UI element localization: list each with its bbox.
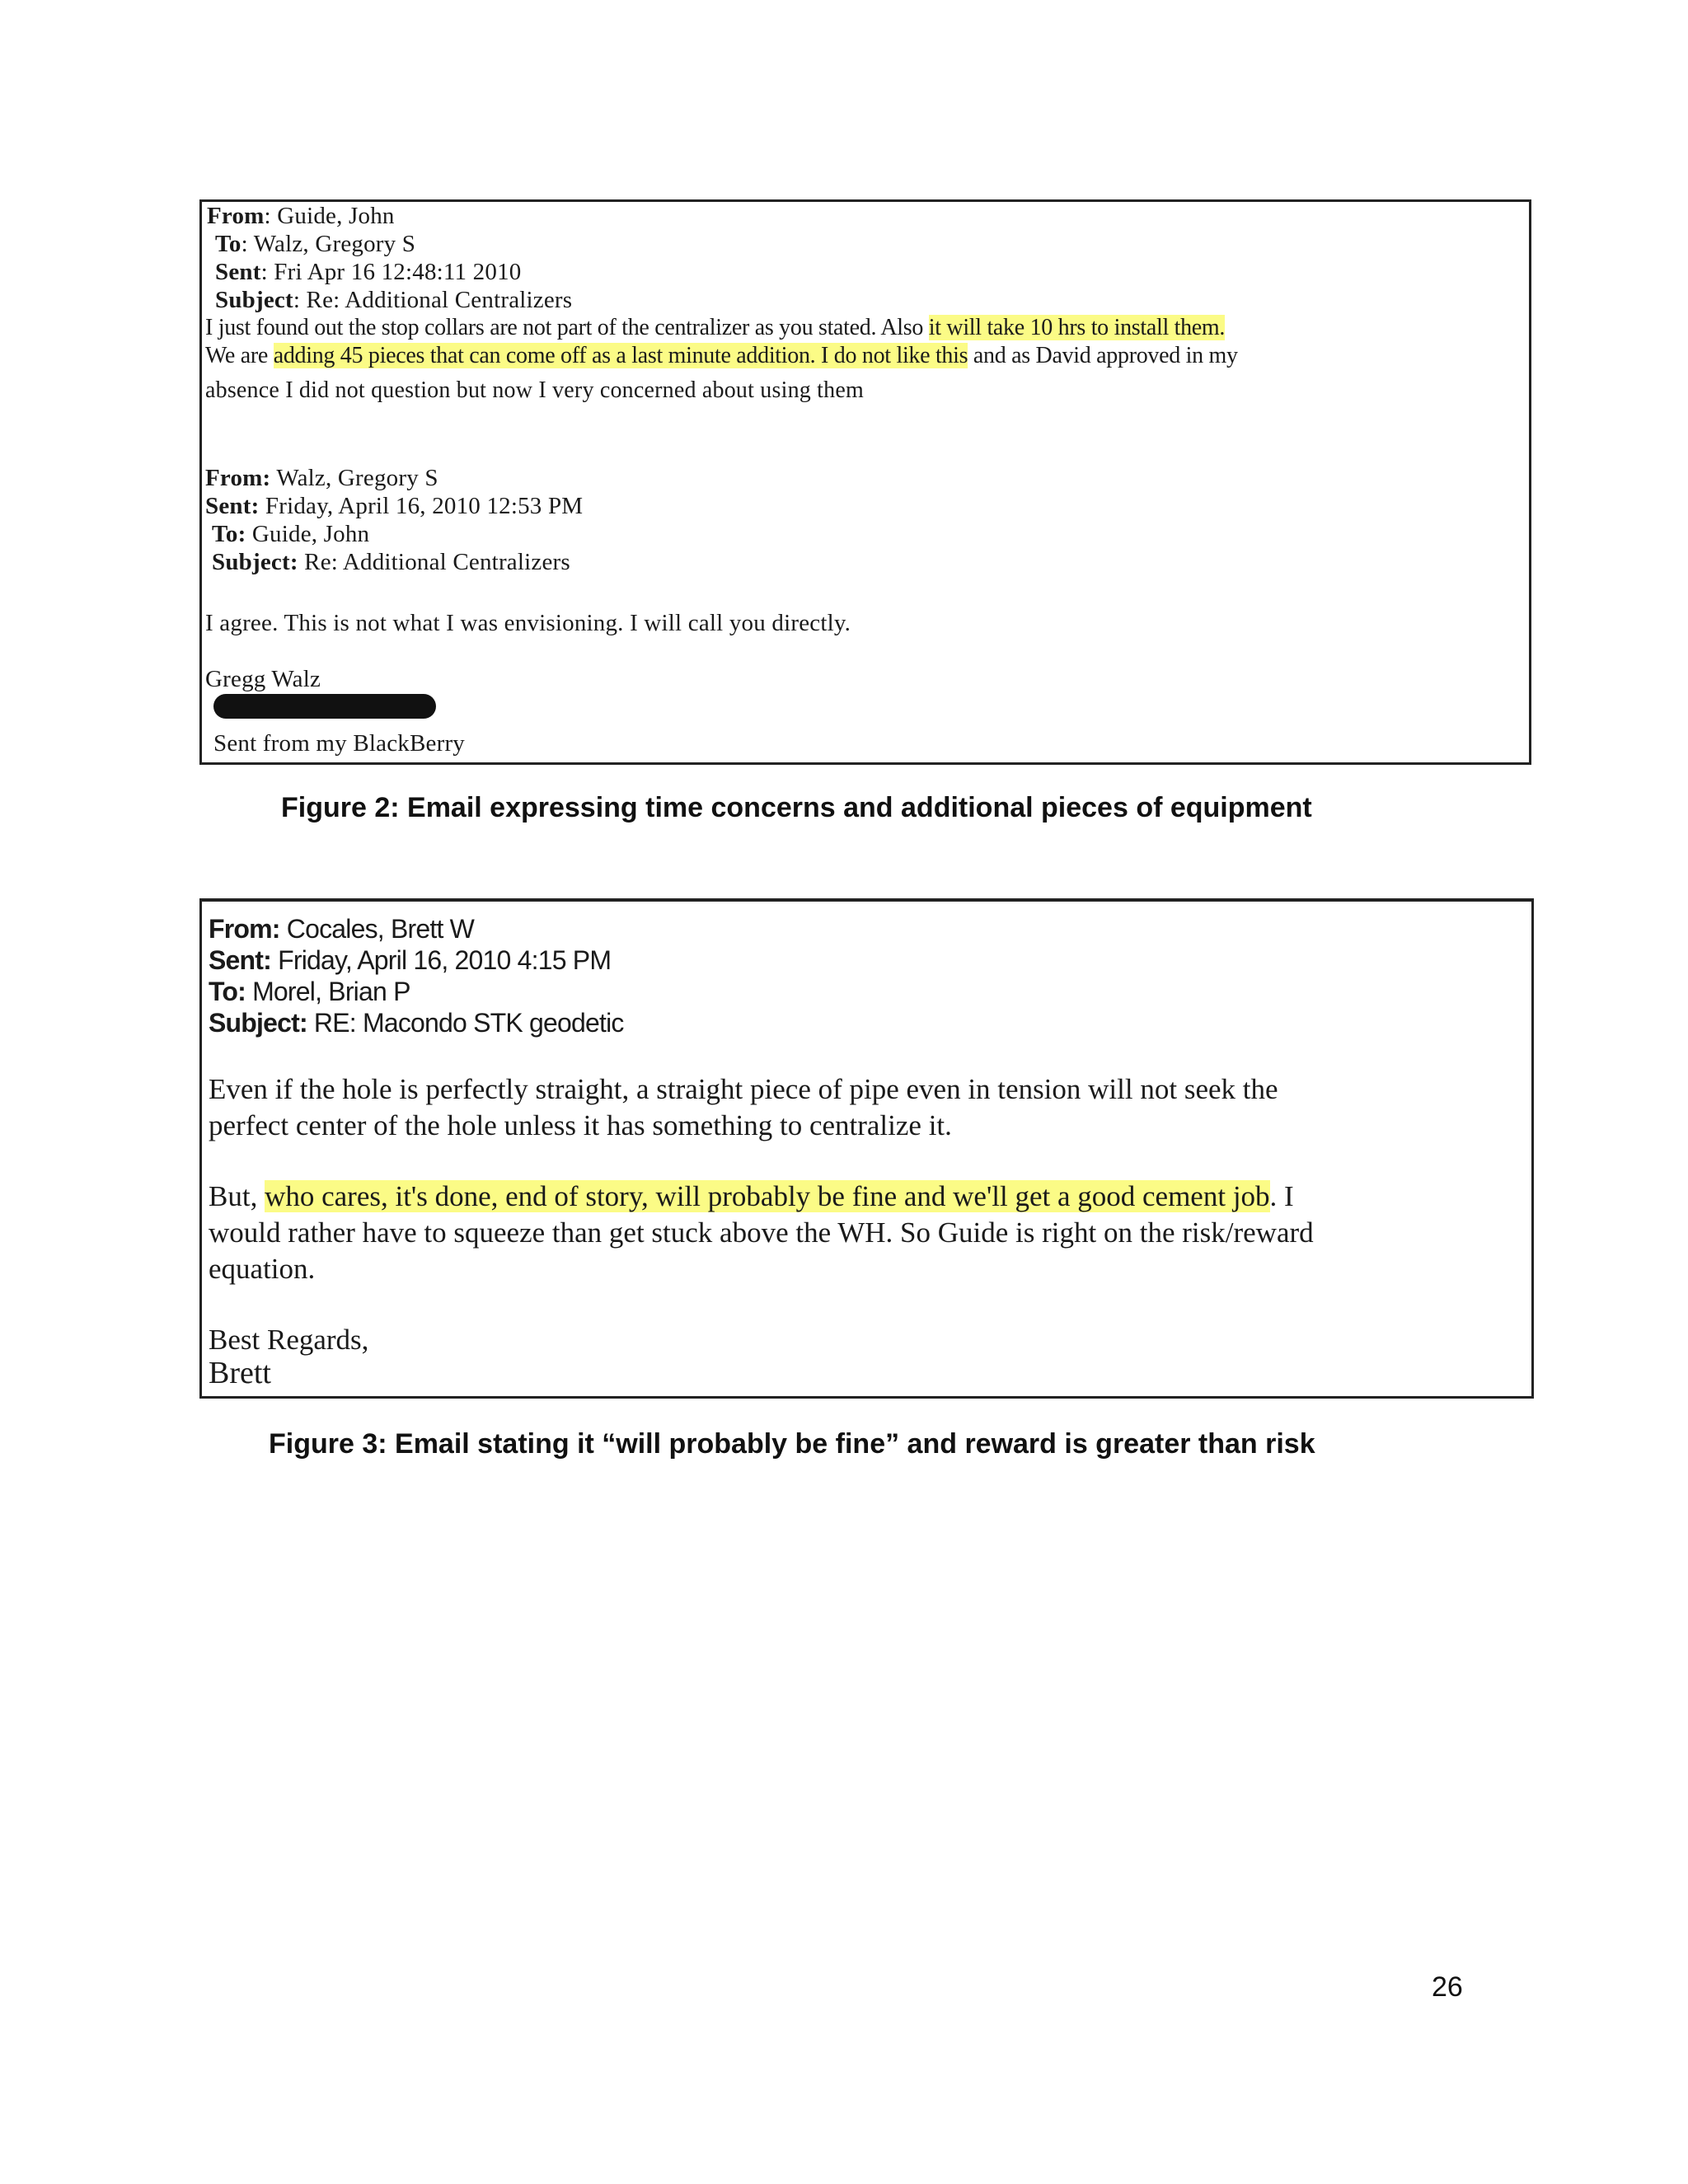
email-closing: Best Regards, bbox=[209, 1324, 369, 1356]
email1-to-row bbox=[215, 230, 415, 258]
to-value: Guide, John bbox=[246, 521, 370, 547]
email1-subject-row bbox=[215, 286, 572, 314]
email-subject-row bbox=[209, 1007, 624, 1038]
email2-from-row bbox=[205, 464, 438, 492]
email2-signature-footer: Sent from my BlackBerry bbox=[213, 730, 466, 757]
highlighted-text: adding 45 pieces that can come off as a last minute addition. I do not like this bbox=[273, 343, 968, 368]
sent-label: Sent bbox=[215, 259, 261, 285]
email-body-para2-line3: equation. bbox=[209, 1253, 316, 1285]
email-body-para1-line2: perfect center of the hole unless it has something to centralize it. bbox=[209, 1109, 952, 1141]
email-signature: Brett bbox=[209, 1356, 271, 1390]
email-body-para1-line1: Even if the hole is perfectly straight, a straight piece of pipe even in tension will not seek the bbox=[209, 1073, 1278, 1105]
subject-value: RE: Macondo STK geodetic bbox=[307, 1008, 624, 1038]
email1-body-line-2: We are adding 45 pieces that can come off as a last minute addition. I do not like this and as David approved in my bbox=[205, 343, 1238, 368]
email-body-para2-line2: would rather have to squeeze than get stuck above the WH. So Guide is right on the risk/reward bbox=[209, 1216, 1314, 1249]
email2-to-row bbox=[212, 520, 369, 548]
figure-3-email-image bbox=[199, 898, 1534, 1399]
highlighted-text: who cares, it's done, end of story, will probably be fine and we'll get a good cement job bbox=[265, 1180, 1270, 1212]
subject-label: Subject: bbox=[212, 549, 298, 575]
from-label: From bbox=[207, 203, 265, 229]
email2-sent-row bbox=[205, 492, 583, 520]
figure-3-caption: Figure 3: Email stating it “will probably be fine” and reward is greater than risk bbox=[269, 1428, 1315, 1460]
sent-value: : Fri Apr 16 12:48:11 2010 bbox=[260, 259, 522, 285]
email-sent-row bbox=[209, 944, 611, 976]
from-label: From: bbox=[209, 914, 280, 944]
email1-from-row bbox=[207, 202, 395, 230]
email-body-para2-line1: But, who cares, it's done, end of story, will probably be fine and we'll get a good cement job. I bbox=[209, 1180, 1294, 1212]
email-to-row bbox=[209, 976, 410, 1007]
to-label: To: bbox=[209, 977, 246, 1006]
highlighted-text: it will take 10 hrs to install them. bbox=[928, 315, 1226, 340]
to-value: : Walz, Gregory S bbox=[241, 231, 416, 257]
sent-value: Friday, April 16, 2010 12:53 PM bbox=[259, 493, 584, 519]
to-label: To bbox=[215, 231, 241, 257]
email2-body: I agree. This is not what I was envisioning. I will call you directly. bbox=[205, 610, 851, 636]
from-value: : Guide, John bbox=[264, 203, 395, 229]
figure-2-email-image bbox=[199, 199, 1531, 765]
page-number: 26 bbox=[1432, 1971, 1463, 2003]
sent-label: Sent: bbox=[205, 493, 260, 519]
from-value: Walz, Gregory S bbox=[270, 465, 438, 491]
subject-label: Subject bbox=[215, 287, 293, 313]
sent-value: Friday, April 16, 2010 4:15 PM bbox=[271, 945, 612, 975]
email2-subject-row bbox=[212, 548, 570, 576]
from-label: From: bbox=[205, 465, 271, 491]
to-value: Morel, Brian P bbox=[245, 977, 410, 1006]
sent-label: Sent: bbox=[209, 945, 272, 975]
email-from-row bbox=[209, 913, 474, 944]
email1-body-line-3: absence I did not question but now I very concerned about using them bbox=[205, 377, 864, 403]
email1-sent-row bbox=[215, 258, 521, 286]
to-label: To: bbox=[212, 521, 246, 547]
figure-2-caption: Figure 2: Email expressing time concerns and additional pieces of equipment bbox=[281, 792, 1312, 823]
email2-signature-name: Gregg Walz bbox=[205, 666, 321, 692]
redaction-bar bbox=[213, 694, 436, 719]
email1-body-line-1: I just found out the stop collars are not part of the centralizer as you stated. Also it will take 10 hrs to install them. bbox=[205, 315, 1226, 340]
subject-value: Re: Additional Centralizers bbox=[298, 549, 570, 575]
from-value: Cocales, Brett W bbox=[279, 914, 475, 944]
subject-value: : Re: Additional Centralizers bbox=[293, 287, 573, 313]
subject-label: Subject: bbox=[209, 1008, 307, 1038]
